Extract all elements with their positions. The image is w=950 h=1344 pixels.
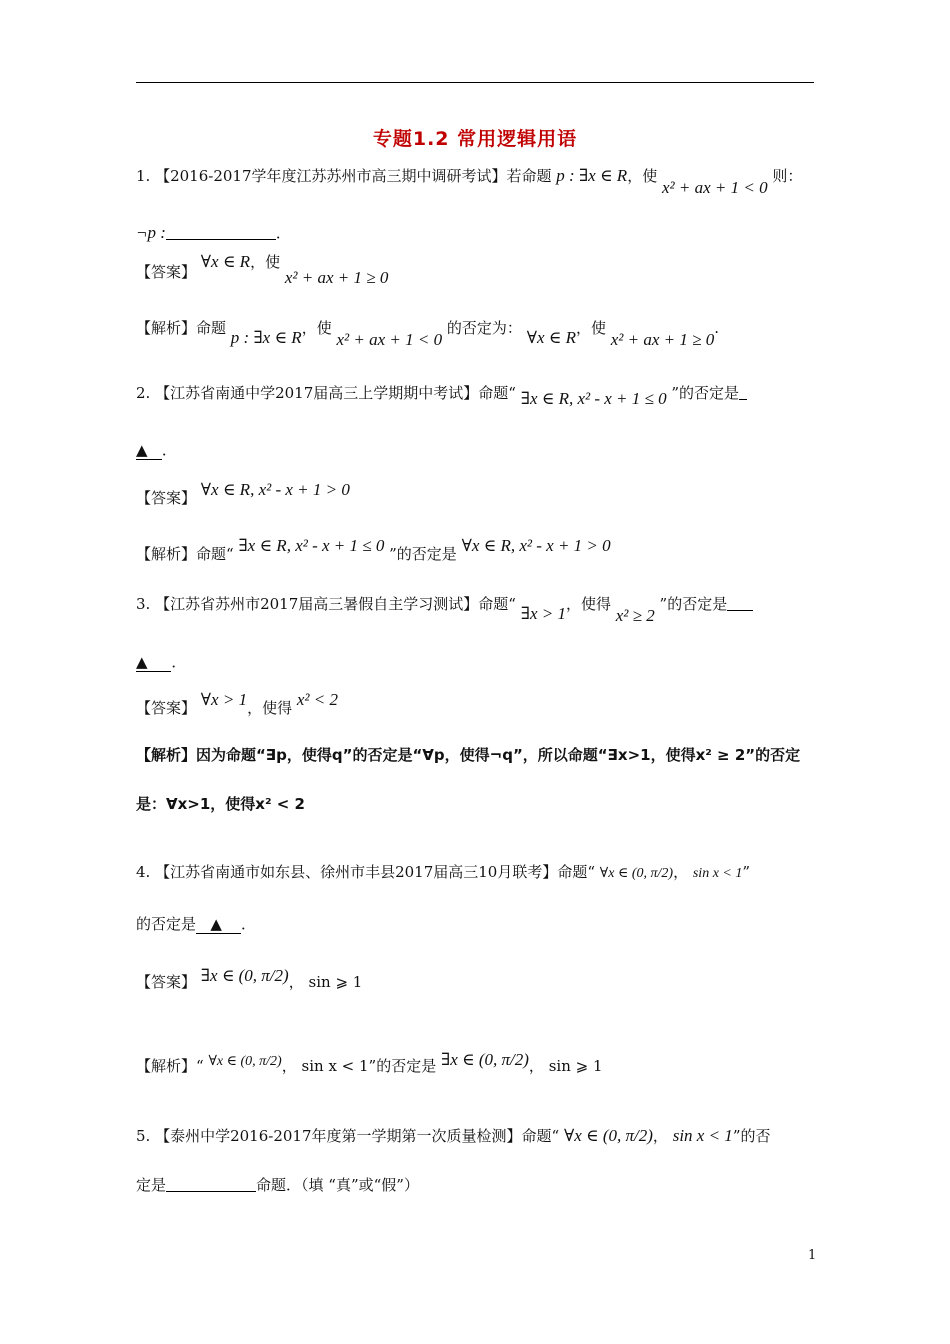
q3-answer-blank[interactable]	[136, 653, 171, 672]
q1-analysis	[136, 318, 720, 349]
q3-analysis-line2: 是：∀x>1，使得x² < 2	[136, 795, 305, 813]
q4-answer-b: ，	[288, 973, 304, 991]
q3-answer-c: x² < 2	[296, 690, 338, 709]
question-2	[136, 383, 747, 408]
q1-sep: ，使	[627, 167, 658, 185]
q3-dot: ．	[171, 653, 187, 671]
q1-an-sep: ，使	[301, 319, 332, 337]
q1-an-p: p : ∃x ∈ R	[230, 328, 302, 347]
q2-blank-line	[136, 440, 177, 460]
q2-an-expr: ∃x ∈ R, x² - x + 1 ≤ 0	[238, 536, 385, 555]
q2-lead: 2. 【江苏省南通中学2017届高三上学期期中考试】命题“	[136, 384, 516, 402]
q2-analysis	[136, 536, 611, 563]
q1-an-end: .	[714, 319, 720, 337]
q4-answer-blank[interactable]	[196, 915, 241, 934]
q5-answer-blank[interactable]	[166, 1177, 256, 1192]
q4-an-mid: ”的否定是	[368, 1057, 437, 1075]
q1-answer-blank[interactable]	[166, 225, 276, 240]
q3-expr-a: ∃x > 1	[520, 604, 566, 623]
q3-analysis-line1: 【解析】因为命题“∃p，使得q”的否定是“∀p，使得¬q”，所以命题“∃x>1，使得x² ≥ 2”的否定	[136, 746, 801, 764]
q5-line2-b: 命题．（填 “真”或“假”）	[256, 1176, 419, 1194]
q1-answer-label: 【答案】	[136, 263, 197, 281]
q1-p: p : ∃x ∈ R	[556, 166, 628, 185]
question-1	[136, 166, 803, 197]
q1-answer-a: ∀x ∈ R	[200, 252, 251, 271]
q1-expr: x² + ax + 1 < 0	[661, 178, 768, 197]
q4-analysis	[136, 1050, 603, 1075]
q1-answer-c: x² + ax + 1 ≥ 0	[284, 268, 389, 287]
q3-blank-line	[136, 652, 186, 672]
q4-line2-a: 的否定是	[136, 915, 197, 933]
q2-tail: ”的否定是	[671, 384, 740, 402]
q4-sep: ，	[673, 863, 689, 881]
q2-an-expr2: ∀x ∈ R, x² - x + 1 > 0	[461, 536, 611, 555]
q4-analysis-label: 【解析】“	[136, 1057, 204, 1075]
q4-an-sep: ，	[281, 1057, 297, 1075]
triangle-icon: ▲	[210, 915, 222, 933]
q5-expr-b: sin x < 1	[672, 1126, 733, 1145]
q3-tail: ”的否定是	[659, 595, 728, 613]
q2-answer-label: 【答案】	[136, 489, 197, 507]
q4-blank-line	[136, 914, 256, 934]
q4-tail: ”	[742, 863, 751, 881]
q1-answer-b: ，使	[250, 253, 281, 271]
q3-expr-b: x² ≥ 2	[615, 606, 655, 625]
q3-answer-a: ∀x > 1	[200, 690, 248, 709]
question-4	[136, 862, 750, 884]
q5-lead: 5. 【泰州中学2016-2017年度第一学期第一次质量检测】命题“	[136, 1127, 560, 1145]
q1-answer	[136, 252, 389, 287]
q1-an-expr2: x² + ax + 1 ≥ 0	[610, 330, 715, 349]
q2-answer-expr: ∀x ∈ R, x² - x + 1 > 0	[200, 480, 350, 499]
q5-expr-a: ∀x ∈ (0, π/2)	[563, 1126, 653, 1145]
q4-an-expr-b: sin x < 1	[301, 1057, 369, 1075]
q1-an-expr: x² + ax + 1 < 0	[336, 330, 443, 349]
q3-blank-start	[727, 596, 753, 611]
q2-blank-start	[739, 385, 747, 400]
q1-tail: 则：	[772, 167, 803, 185]
q2-analysis-label: 【解析】命题“	[136, 545, 234, 563]
q2-answer	[136, 480, 350, 507]
q4-an-expr-c: ∃x ∈ (0, π/2)	[441, 1050, 529, 1069]
q2-an-mid: ”的否定是	[389, 545, 457, 563]
q2-expr: ∃x ∈ R, x² - x + 1 ≤ 0	[520, 389, 667, 408]
q3-answer-b: ，使得	[247, 699, 293, 717]
header-rule	[136, 82, 814, 83]
q4-an-expr-a: ∀x ∈ (0, π/2)	[208, 1054, 282, 1069]
q3-answer	[136, 690, 338, 717]
q4-expr-b: sin x < 1	[692, 866, 743, 881]
q1-negp: ¬p :	[136, 223, 166, 242]
q4-expr-a: ∀x ∈ (0, π/2)	[599, 866, 674, 881]
q4-dot: ．	[240, 915, 256, 933]
q1-an-sep2: ，使	[575, 319, 606, 337]
q3-lead: 3. 【江苏省苏州市2017届高三暑假自主学习测试】命题“	[136, 595, 516, 613]
q2-answer-blank[interactable]	[136, 441, 162, 460]
q1-lead: 1. 【2016-2017学年度江苏苏州市高三期中调研考试】若命题	[136, 167, 552, 185]
page-title: 专题1.2 常用逻辑用语	[372, 128, 578, 150]
question-5	[136, 1126, 770, 1146]
q4-answer-a: ∃x ∈ (0, π/2)	[200, 966, 289, 985]
q4-answer	[136, 966, 363, 991]
q2-dot: ．	[161, 441, 177, 459]
triangle-icon: ▲	[136, 653, 148, 671]
q1-an-q: ∀x ∈ R	[526, 328, 576, 347]
q1-blank-line	[136, 223, 291, 243]
q4-an-expr-d: sin ⩾ 1	[548, 1057, 603, 1075]
q4-an-sep2: ，	[528, 1057, 544, 1075]
triangle-icon: ▲	[136, 441, 148, 459]
q5-tail: ”的否	[732, 1127, 771, 1145]
page-number: 1	[808, 1248, 817, 1263]
q1-an-mid: 的否定为：	[446, 319, 522, 337]
q3-answer-label: 【答案】	[136, 699, 197, 717]
question-3	[136, 594, 753, 625]
q5-sep: ，	[652, 1127, 668, 1145]
q4-answer-c: sin ⩾ 1	[308, 973, 363, 991]
q4-answer-label: 【答案】	[136, 973, 197, 991]
q1-analysis-label: 【解析】命题	[136, 319, 227, 337]
q5-line2-a: 定是	[136, 1176, 167, 1194]
q4-lead: 4. 【江苏省南通市如东县、徐州市丰县2017届高三10月联考】命题“	[136, 863, 596, 881]
q5-blank-line	[136, 1175, 419, 1195]
q3-sep: ，使得	[565, 595, 611, 613]
q1-dot: ．	[275, 224, 291, 242]
